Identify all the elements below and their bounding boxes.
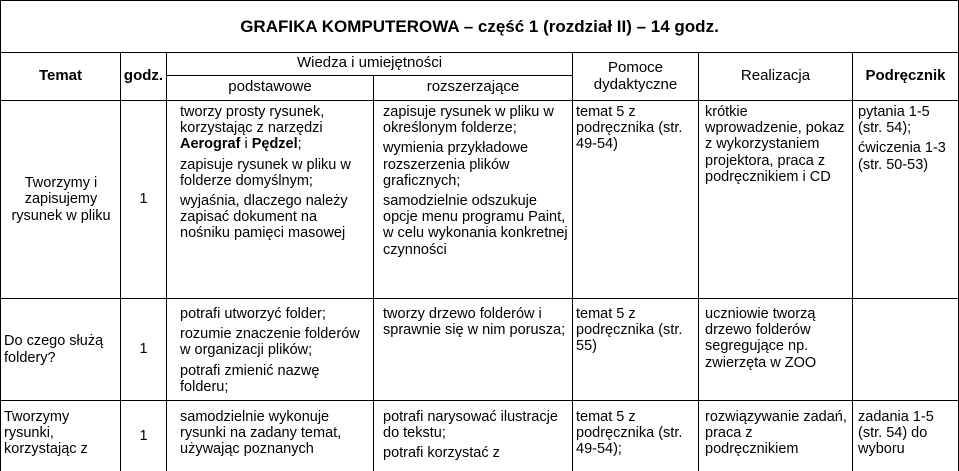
header-realizacja: Realizacja: [740, 67, 811, 85]
header-godz: godz.: [123, 67, 164, 85]
list-item: potrafi utworzyć folder;: [180, 306, 326, 322]
list-item: samodzielnie wykonuje rysunki na zadany temat, używając poznanych: [180, 409, 342, 458]
header-podrecznik: Podręcznik: [865, 67, 946, 85]
list-item: potrafi zmienić nazwę folderu;: [180, 362, 320, 395]
list-item: pytania 1-5 (str. 54);: [858, 104, 930, 137]
row1-realizacja: krótkie wprowadzenie, pokaz z wykorzystaniem projektora, praca z podręcznikiem i CD: [705, 104, 845, 185]
row2-rozszerzajace: [383, 306, 569, 342]
col-sep-5: [698, 52, 699, 471]
row3-godz: 1: [139, 427, 148, 444]
col-sep-4: [572, 52, 573, 471]
list-item: tworzy drzewo folderów i sprawnie się w nim porusza;: [383, 306, 566, 339]
row1-pomoce: temat 5 z podręcznika (str. 49-54): [576, 104, 683, 153]
row1-rozszerzajace: [383, 104, 569, 262]
row1-podrecznik: [858, 104, 954, 177]
table-border-top: [0, 0, 959, 1]
list-item: zapisuje rysunek w pliku w określonym folderze;: [383, 104, 554, 137]
list-item: potrafi narysować ilustracje do tekstu;: [383, 409, 558, 442]
document-title: GRAFIKA KOMPUTEROWA – część 1 (rozdział II) – 14 godz.: [240, 17, 719, 36]
col-sep-2: [166, 52, 167, 471]
col-sep-6: [852, 52, 853, 471]
header-wiedza: Wiedza i umiejętności: [296, 54, 443, 71]
col-sep-3: [373, 75, 374, 471]
list-item: wyjaśnia, dlaczego należy zapisać dokument na nośniku pamięci masowej: [180, 193, 348, 242]
row2-temat: Do czego służą foldery?: [4, 333, 104, 366]
header-pomoce: Pomoce dydaktyczne: [593, 59, 678, 93]
header-rozszerzajace: rozszerzające: [426, 78, 520, 95]
row3-podstawowe: [180, 409, 370, 462]
row1-podstawowe: [180, 104, 370, 246]
list-item: rozumie znaczenie folderów w organizacji plików;: [180, 326, 360, 359]
row2-pomoce: temat 5 z podręcznika (str. 55): [576, 306, 683, 355]
row3-realizacja: rozwiązywanie zadań, praca z podręcznikiem: [705, 409, 847, 458]
row3-pomoce: temat 5 z podręcznika (str. 49-54);: [576, 409, 683, 458]
header-temat: Temat: [38, 67, 83, 85]
list-item: zapisuje rysunek w pliku w folderze domyślnym;: [180, 156, 351, 189]
list-item: potrafi korzystać z: [383, 445, 500, 462]
list-item: zadania 1-5 (str. 54) do wyboru: [858, 409, 934, 458]
list-item: ćwiczenia 1-3 (str. 50-53): [858, 140, 946, 173]
row2-godz: 1: [139, 341, 148, 358]
header-podstawowe: podstawowe: [228, 78, 312, 95]
list-item: tworzy prosty rysunek, korzystając z narzędzi Aerograf i Pędzel;: [180, 104, 325, 153]
row2-podstawowe: [180, 306, 370, 399]
row3-temat: Tworzymy rysunki, korzystając z: [4, 409, 88, 458]
row3-podrecznik: [858, 409, 954, 462]
row3-rozszerzajace: [383, 409, 569, 466]
list-item: samodzielnie odszukuje opcje menu programu Paint, w celu wykonania konkretnej czynności: [383, 193, 568, 258]
row2-realizacja: uczniowie tworzą drzewo folderów segregujące np. zwierzęta w ZOO: [705, 306, 817, 371]
list-item: wymienia przykładowe rozszerzenia plików graficznych;: [383, 140, 529, 189]
wiedza-divider: [166, 75, 572, 76]
row1-temat: Tworzymy i zapisujemy rysunek w pliku: [11, 175, 111, 224]
row1-godz: 1: [139, 191, 148, 208]
